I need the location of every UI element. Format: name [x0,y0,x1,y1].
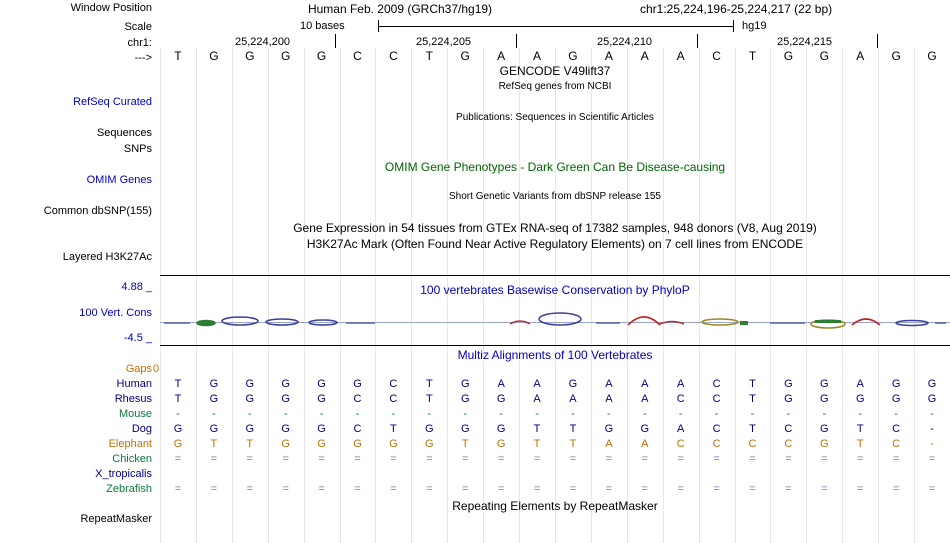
alignment-base: T [749,378,756,390]
alignment-base: = [892,453,900,465]
species-label[interactable]: Human [116,378,152,390]
alignment-base: = [749,453,756,465]
alignment-base: G [281,438,290,450]
alignment-base: G [891,378,901,390]
alignment-base: G [173,423,183,435]
alignment-base: A [533,393,541,405]
alignment-base: G [281,378,290,390]
alignment-base: C [748,438,757,450]
species-label[interactable]: Chicken [112,453,152,465]
track-title-omim: OMIM Gene Phenotypes - Dark Green Can Be Disease-causing [384,160,726,174]
alignment-base: G [496,423,506,435]
alignment-base: = [857,453,864,465]
sequence-base: G [819,49,829,63]
sequence-base: G [891,49,901,63]
alignment-base: = [174,483,182,495]
alignment-base: - [642,408,647,420]
alignment-base: T [461,438,469,450]
alignment-base: = [390,453,397,465]
species-row [160,438,950,453]
label-scale: Scale [124,21,152,33]
alignment-base: C [389,393,398,405]
alignment-base: A [641,438,649,450]
alignment-base: G [317,393,326,405]
db-label: hg19 [742,20,767,32]
label-100-vert-cons[interactable]: 100 Vert. Cons [79,307,152,319]
alignment-base: = [641,483,648,495]
alignment-base: G [389,438,398,450]
alignment-base: = [857,483,864,495]
alignment-base: - [176,408,180,420]
sequence-base: G [209,49,219,63]
sequence-base: T [748,49,757,63]
alignment-base: G [820,423,829,435]
alignment-base: = [246,453,253,465]
species-label[interactable]: Elephant [108,438,152,450]
alignment-base: = [426,483,433,495]
track-title-publications: Publications: Sequences in Scientific Articles [456,112,654,123]
alignment-base: G [820,378,829,390]
alignment-base: = [641,453,648,465]
ruler-tick-mark-0 [335,34,336,48]
sequence-base: G [927,49,937,63]
alignment-base: = [462,483,469,495]
alignment-base: A [533,378,541,390]
sequence-base: T [425,49,433,63]
sequence-base: T [174,49,182,63]
alignment-base: C [389,378,398,390]
alignment-base: C [353,393,362,405]
ruler-tick-0: 25,224,200 [235,36,291,48]
alignment-base: = [426,453,433,465]
ruler-tick-mark-2 [697,34,698,48]
species-row [160,378,950,393]
alignment-base: G [460,378,470,390]
alignment-base: C [676,393,685,405]
cons-bottom-border [160,345,950,346]
alignment-base: T [210,438,218,450]
alignment-base: = [282,453,289,465]
alignment-base: = [533,453,541,465]
alignment-base: G [425,438,434,450]
alignment-base: - [930,438,934,450]
alignment-base: = [821,483,828,495]
alignment-base: G [460,423,470,435]
alignment-base: T [246,438,254,450]
track-title-gtex: Gene Expression in 54 tissues from GTEx RNA-seq of 17382 samples, 948 donors (V8, Aug 2019) [293,221,817,235]
alignment-base: T [749,393,756,405]
alignment-base: G [245,378,255,390]
alignment-base: C [712,393,721,405]
cons-max-value: 4.88 _ [121,281,152,293]
alignment-base: - [427,408,432,420]
alignment-base: G [317,378,326,390]
sequence-base: G [568,49,578,63]
alignment-base: G [353,378,362,390]
alignment-base: = [677,453,684,465]
alignment-base: - [786,408,791,420]
alignment-base: - [391,408,396,420]
alignment-base: A [497,378,505,390]
alignment-base: - [822,408,827,420]
species-row [160,408,950,423]
alignment-base: A [605,393,613,405]
assembly-title: Human Feb. 2009 (GRCh37/hg19) [307,2,493,16]
track-title-repeatmasker: Repeating Elements by RepeatMasker [452,499,658,513]
alignment-base: T [856,423,864,435]
alignment-base: T [569,423,577,435]
ruler-tick-3: 25,224,215 [777,36,833,48]
cons-top-border [160,275,950,276]
sequence-base: G [316,49,327,63]
alignment-base: G [281,423,290,435]
ruler-tick-1: 25,224,205 [416,36,472,48]
sequence-base: A [497,49,506,63]
species-row [160,393,950,408]
alignment-base: C [712,438,721,450]
alignment-base: G [209,423,219,435]
species-label[interactable]: Dog [131,423,152,435]
alignment-base: = [246,483,253,495]
label-window-position: Window Position [70,2,152,14]
alignment-base: - [499,408,503,420]
alignment-base: = [354,483,361,495]
sequence-base: A [533,49,542,63]
ruler-tick-mark-3 [877,34,878,48]
alignment-base: G [173,438,183,450]
alignment-base: - [283,408,288,420]
alignment-base: - [750,408,755,420]
alignment-base: = [497,483,505,495]
alignment-base: T [174,378,182,390]
scale-text: 10 bases [300,20,345,32]
alignment-base: G [891,393,901,405]
species-row [160,423,950,438]
alignment-base: = [928,483,936,495]
alignment-base: G [927,393,937,405]
alignment-base: A [605,438,613,450]
label-layered-h3k27ac[interactable]: Layered H3K27Ac [62,251,152,263]
alignment-base: G [209,393,219,405]
ruler-tick-2: 25,224,210 [597,36,653,48]
alignment-base: A [677,378,685,390]
alignment-base: G [317,423,326,435]
alignment-base: A [641,378,649,390]
alignment-base: - [319,408,324,420]
sequence-base: C [353,49,362,63]
alignment-base: = [569,483,577,495]
alignment-base: C [784,438,793,450]
alignment-base: G [209,378,219,390]
alignment-base: - [463,408,468,420]
label-repeatmasker[interactable]: RepeatMasker [80,513,152,525]
gaps-label: Gaps [125,363,152,375]
alignment-base: = [821,453,828,465]
alignment-base: - [894,408,898,420]
scale-tick-right [733,20,734,32]
sequence-row [160,49,950,64]
sequence-base: G [783,49,794,63]
label-omim-genes[interactable]: OMIM Genes [86,174,152,186]
alignment-base: = [713,483,720,495]
alignment-base: = [928,453,936,465]
alignment-base: C [892,438,901,450]
alignment-base: = [354,453,361,465]
alignment-base: = [282,483,289,495]
track-title-phylop: 100 vertebrates Basewise Conservation by PhyloP [420,283,690,297]
alignment-base: - [678,408,683,420]
species-label[interactable]: Rhesus [114,393,152,405]
species-label[interactable]: Mouse [118,408,152,420]
alignment-base: C [712,423,721,435]
alignment-base: = [713,453,720,465]
alignment-base: = [533,483,541,495]
alignment-base: = [785,453,792,465]
alignment-base: G [927,378,937,390]
alignment-base: G [425,423,434,435]
alignment-base: = [892,483,900,495]
alignment-base: A [641,393,649,405]
gaps-value: 0 [153,363,160,375]
sequence-base: A [856,49,865,63]
alignment-base: - [714,408,719,420]
alignment-base: A [856,378,864,390]
cons-min-value: -4.5 _ [123,332,152,344]
alignment-base: C [784,423,793,435]
alignment-base: = [569,453,577,465]
label-chrom: chr1: [127,37,152,49]
species-label[interactable]: Zebrafish [106,483,152,495]
scale-bar [378,26,733,27]
label-refseq-curated[interactable]: RefSeq Curated [73,96,152,108]
alignment-base: - [930,423,934,435]
track-title-multiz: Multiz Alignments of 100 Vertebrates [457,348,653,362]
label-snps[interactable]: SNPs [123,143,152,155]
alignment-base: - [571,408,575,420]
sequence-base: G [460,49,470,63]
sequence-base: A [676,49,685,63]
alignment-base: G [281,393,290,405]
species-row [160,453,950,468]
alignment-base: C [712,378,721,390]
alignment-base: T [856,438,864,450]
alignment-base: C [676,438,685,450]
alignment-base: - [212,408,216,420]
label-common-dbsnp[interactable]: Common dbSNP(155) [43,205,152,217]
alignment-base: T [533,423,541,435]
alignment-base: = [210,453,218,465]
alignment-base: A [569,393,577,405]
label-strand-arrow: ---> [134,52,152,64]
sequence-base: A [604,49,613,63]
sequence-base: A [640,49,649,63]
alignment-base: T [174,393,182,405]
alignment-base: G [784,378,793,390]
alignment-base: G [496,393,506,405]
alignment-base: C [353,423,362,435]
alignment-base: T [569,438,577,450]
species-row [160,483,950,498]
alignment-base: = [390,483,397,495]
alignment-base: = [174,453,182,465]
track-title-dbsnp: Short Genetic Variants from dbSNP release 155 [449,191,661,202]
alignment-base: - [858,408,863,420]
alignment-base: A [677,423,685,435]
alignment-base: - [607,408,611,420]
alignment-base: G [604,423,614,435]
alignment-base: T [390,423,397,435]
alignment-base: G [245,393,255,405]
alignment-base: C [892,423,901,435]
sequence-base: G [281,49,291,63]
alignment-base: T [425,378,433,390]
species-row [160,468,950,483]
alignment-base: - [355,408,360,420]
alignment-base: G [317,438,326,450]
track-title-h3k27ac: H3K27Ac Mark (Often Found Near Active Regulatory Elements) on 7 cell lines from ENCODE [306,237,804,251]
sequence-base: G [245,49,255,63]
alignment-base: G [784,393,793,405]
alignment-base: = [677,483,684,495]
species-label[interactable]: X_tropicalis [95,468,152,480]
scale-tick-left [378,20,379,32]
alignment-base: A [605,378,613,390]
position-title: chr1:25,224,196-25,224,217 (22 bp) [640,2,833,16]
alignment-base: = [605,483,613,495]
sequence-base: C [389,49,398,63]
alignment-base: = [318,453,325,465]
alignment-base: G [460,393,470,405]
alignment-base: - [535,408,539,420]
alignment-base: G [353,438,362,450]
ruler-tick-mark-1 [516,34,517,48]
alignment-base: = [785,483,792,495]
alignment-base: G [245,423,255,435]
alignment-base: = [497,453,505,465]
track-subtitle-refseq: RefSeq genes from NCBI [498,81,612,92]
alignment-base: T [749,423,756,435]
track-title-gencode: GENCODE V49lift37 [499,64,611,78]
alignment-base: = [749,483,756,495]
alignment-base: G [640,423,650,435]
alignment-base: - [247,408,252,420]
alignment-base: T [425,393,433,405]
alignment-base: T [533,438,541,450]
alignment-base: = [605,453,613,465]
sequence-base: C [712,49,721,63]
label-sequences[interactable]: Sequences [96,127,152,139]
alignment-base: G [496,438,506,450]
alignment-base: = [318,483,325,495]
alignment-base: = [210,483,218,495]
alignment-base: G [820,438,829,450]
alignment-base: G [568,378,578,390]
alignment-base: G [855,393,865,405]
alignment-base: - [930,408,934,420]
alignment-base: G [820,393,829,405]
cons-plot [160,306,950,340]
alignment-base: = [462,453,469,465]
